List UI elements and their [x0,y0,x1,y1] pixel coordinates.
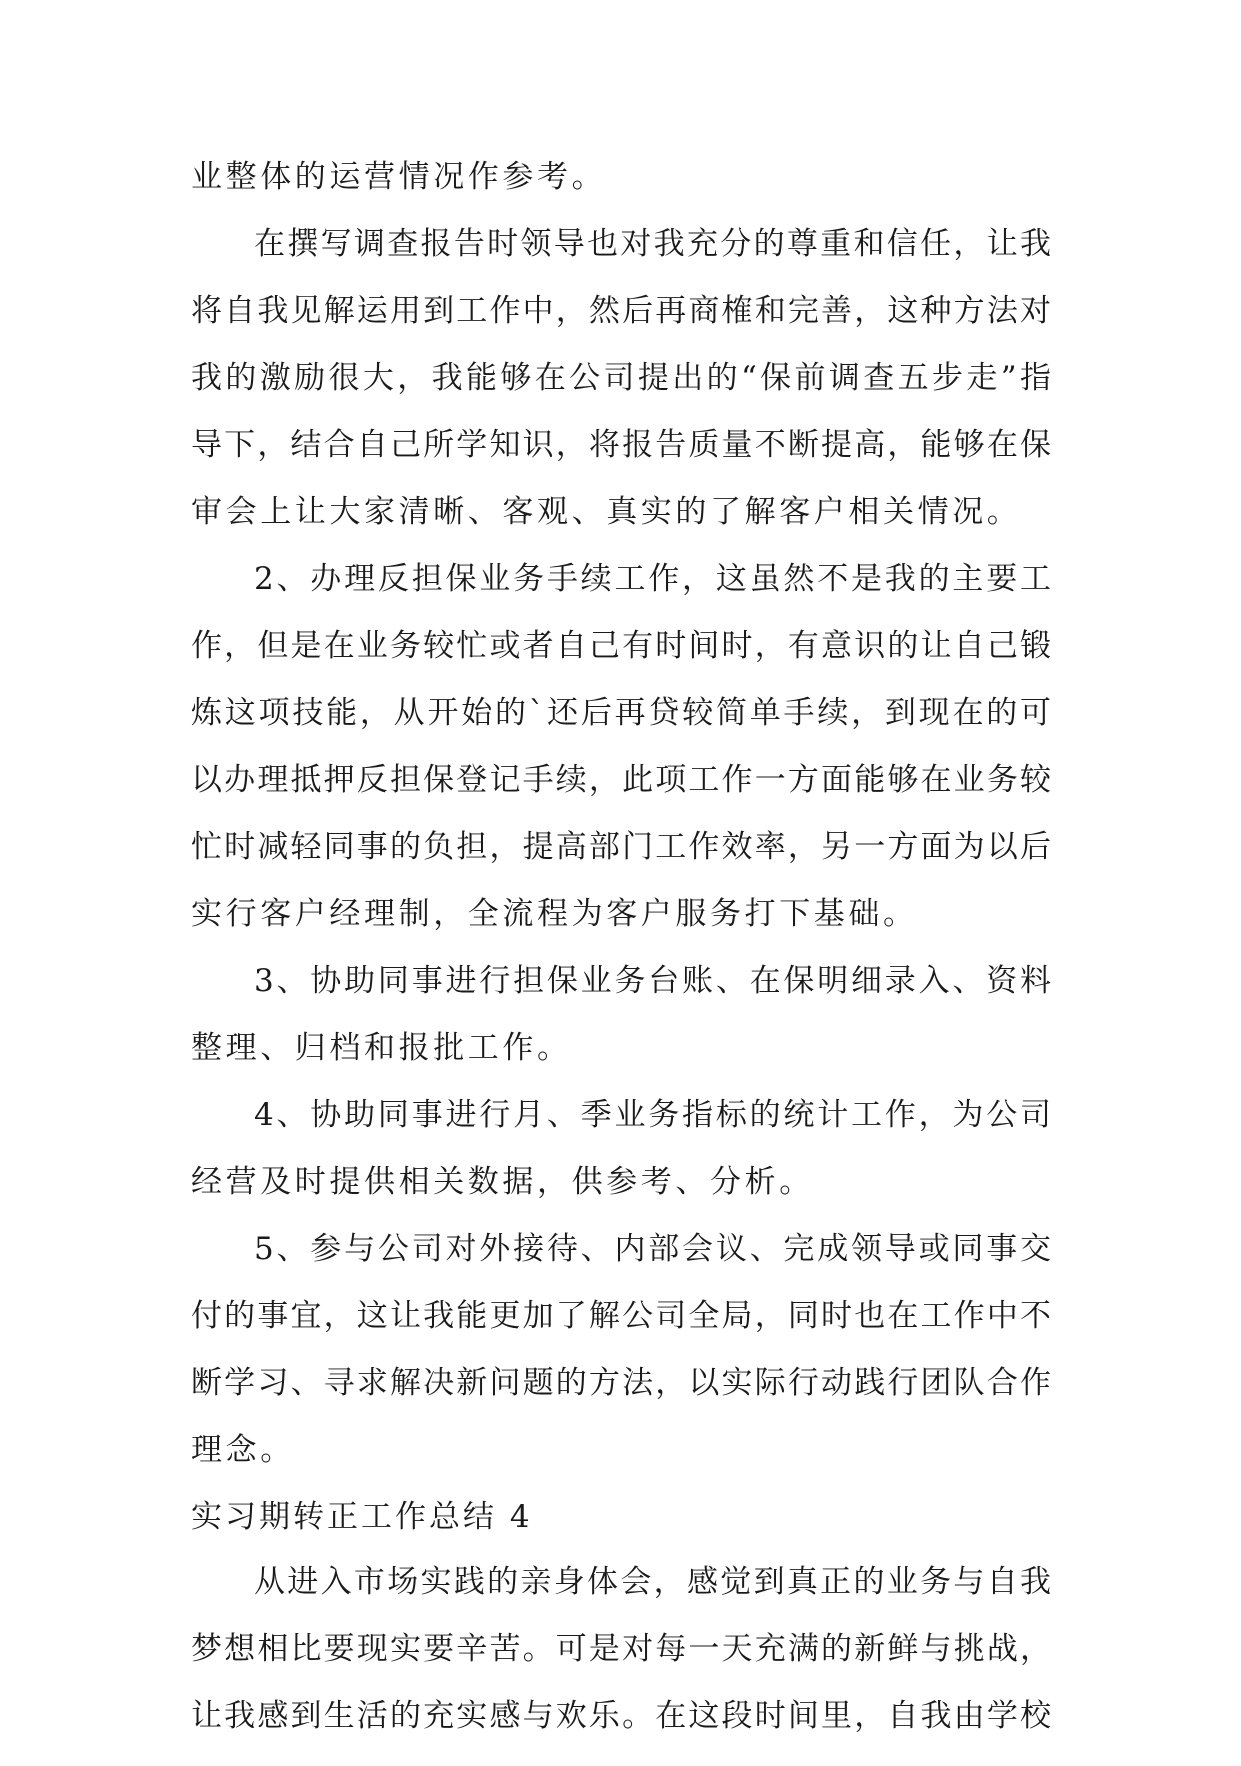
text-line: 从进入市场实践的亲身体会，感觉到真正的业务与自我 [254,1564,1051,1600]
text-line: 5、参与公司对外接待、内部会议、完成领导或同事交 [254,1231,1051,1267]
text-line: 炼这项技能，从开始的`还后再贷较简单手续，到现在的可 [191,695,1051,731]
text-line: 将自我见解运用到工作中，然后再商榷和完善，这种方法对 [191,293,1051,329]
document-body [191,160,1051,1766]
text-line: 作，但是在业务较忙或者自己有时间时，有意识的让自己锻 [191,628,1051,664]
text-line: 梦想相比要现实要辛苦。可是对每一天充满的新鲜与挑战， [191,1631,1051,1667]
text-line: 断学习、寻求解决新问题的方法，以实际行动践行团队合作 [191,1365,1051,1401]
text-line: 审会上让大家清晰、客观、真实的了解客户相关情况。 [191,494,1022,530]
text-line: 3、协助同事进行担保业务台账、在保明细录入、资料 [254,963,1051,999]
text-line: 2、办理反担保业务手续工作，这虽然不是我的主要工 [254,561,1051,597]
text-line: 以办理抵押反担保登记手续，此项工作一方面能够在业务较 [191,762,1051,798]
text-line: 实行客户经理制，全流程为客户服务打下基础。 [191,896,918,932]
text-line: 理念。 [191,1432,295,1468]
text-line: 整理、归档和报批工作。 [191,1030,572,1066]
text-line: 经营及时提供相关数据，供参考、分析。 [191,1164,814,1200]
section-heading: 实习期转正工作总结 4 [191,1499,533,1535]
text-line: 在撰写调查报告时领导也对我充分的尊重和信任，让我 [254,226,1051,262]
text-line: 4、协助同事进行月、季业务指标的统计工作，为公司 [254,1097,1051,1133]
text-line: 让我感到生活的充实感与欢乐。在这段时间里，自我由学校 [191,1698,1051,1734]
text-line: 导下，结合自己所学知识，将报告质量不断提高，能够在保 [191,427,1051,463]
text-line: 我的激励很大，我能够在公司提出的“保前调查五步走”指 [191,360,1051,396]
text-line: 付的事宜，这让我能更加了解公司全局，同时也在工作中不 [191,1298,1051,1334]
text-line: 业整体的运营情况作参考。 [191,159,607,195]
text-line: 忙时减轻同事的负担，提高部门工作效率，另一方面为以后 [191,829,1051,865]
